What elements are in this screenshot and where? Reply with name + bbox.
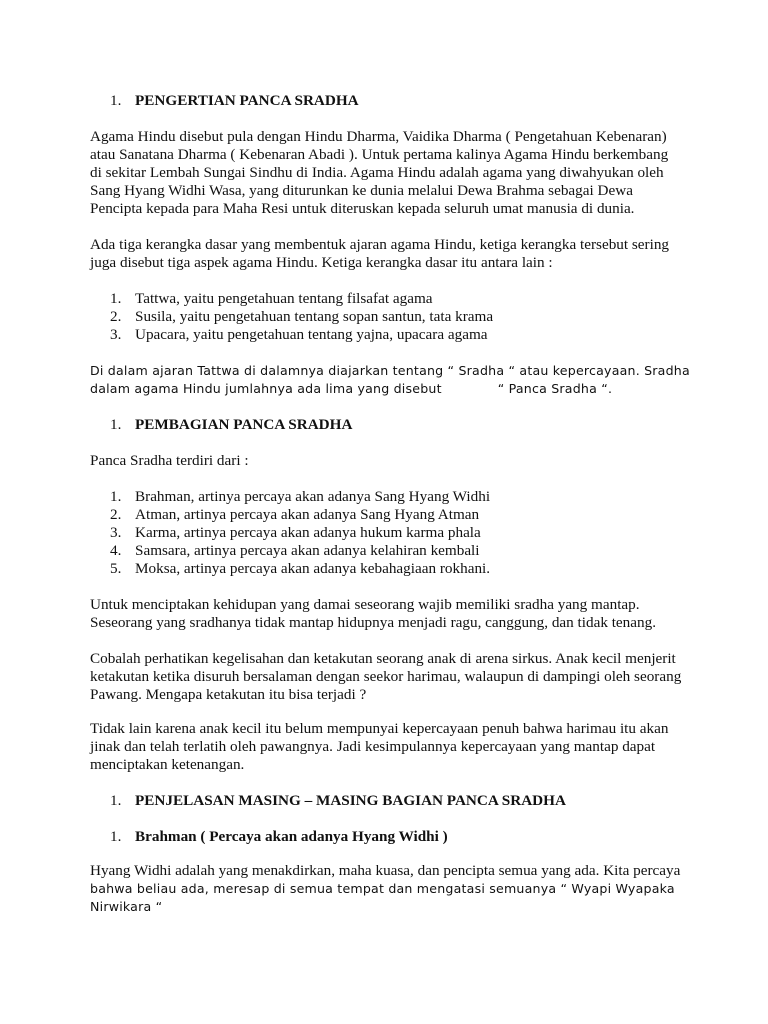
paragraph-line: Seseorang yang sradhanya tidak mantap hidupnya menjadi ragu, canggung, dan tidak tenang. (90, 614, 656, 631)
paragraph-fragment: “ Panca Sradha “. (497, 381, 613, 396)
list-item (110, 290, 493, 308)
paragraph-line: bahwa beliau ada, meresap di semua tempat dan mengatasi semuanya “ Wyapi Wyapaka (90, 881, 675, 896)
paragraph-line: atau Sanatana Dharma ( Kebenaran Abadi ). Untuk pertama kalinya Agama Hindu berkembang (90, 146, 669, 163)
list-number: 1. (110, 290, 122, 307)
list-item (110, 326, 493, 344)
paragraph-cobalah (90, 650, 690, 704)
paragraph-line: Untuk menciptakan kehidupan yang damai seseorang wajib memiliki sradha yang mantap. (90, 596, 640, 613)
paragraph-line: Sang Hyang Widhi Wasa, yang diturunkan ke dunia melalui Dewa Brahma sebagai Dewa (90, 182, 633, 199)
paragraph-line: juga disebut tiga aspek agama Hindu. Ketiga kerangka dasar itu antara lain : (90, 254, 553, 271)
list-item (110, 488, 490, 506)
paragraph-line: Cobalah perhatikan kegelisahan dan ketakutan seorang anak di arena sirkus. Anak kecil menjerit (90, 650, 676, 667)
list-tiga-kerangka (110, 290, 493, 344)
heading-title: PENJELASAN MASING – MASING BAGIAN PANCA SRADHA (135, 792, 566, 809)
list-number: 4. (110, 542, 122, 559)
paragraph-untuk-menciptakan (90, 596, 690, 632)
paragraph-line: Ada tiga kerangka dasar yang membentuk ajaran agama Hindu, ketiga kerangka tersebut sering (90, 236, 670, 253)
list-number: 2. (110, 308, 122, 325)
section-heading-penjelasan (110, 792, 566, 810)
list-number: 3. (110, 524, 122, 541)
list-text: Atman, artinya percaya akan adanya Sang Hyang Atman (135, 506, 480, 523)
list-panca-sradha (110, 488, 490, 578)
heading-title: Brahman ( Percaya akan adanya Hyang Widhi ) (135, 828, 448, 845)
heading-number: 1. (110, 792, 122, 809)
paragraph-agama-hindu (90, 128, 690, 218)
list-text: Susila, yaitu pengetahuan tentang sopan santun, tata krama (135, 308, 494, 325)
list-text: Samsara, artinya percaya akan adanya kelahiran kembali (135, 542, 480, 559)
paragraph-line: Tidak lain karena anak kecil itu belum mempunyai kepercayaan penuh bahwa harimau itu akan (90, 720, 669, 737)
subheading-brahman (110, 828, 448, 846)
paragraph-line: Di dalam ajaran Tattwa di dalamnya diajarkan tentang “ Sradha “ atau kepercayaan. Sradha (90, 363, 690, 378)
paragraph-line: menciptakan ketenangan. (90, 756, 245, 773)
paragraph-line: Panca Sradha terdiri dari : (90, 452, 249, 469)
heading-number: 1. (110, 92, 122, 109)
list-text: Karma, artinya percaya akan adanya hukum karma phala (135, 524, 481, 541)
paragraph-tidak-lain (90, 720, 690, 774)
paragraph-line: ketakutan ketika disuruh bersalaman dengan seekor harimau, walaupun di dampingi oleh seorang (90, 668, 682, 685)
paragraph-tiga-kerangka (90, 236, 690, 272)
paragraph-line: Pencipta kepada para Maha Resi untuk diteruskan kepada seluruh umat manusia di dunia. (90, 200, 635, 217)
list-number: 1. (110, 488, 122, 505)
section-heading-pengertian (110, 92, 359, 110)
section-heading-pembagian (110, 416, 352, 434)
list-text: Moksa, artinya percaya akan adanya kebahagiaan rokhani. (135, 560, 491, 577)
heading-title: PENGERTIAN PANCA SRADHA (135, 92, 359, 109)
list-item (110, 524, 490, 542)
heading-title: PEMBAGIAN PANCA SRADHA (135, 416, 353, 433)
paragraph-line: Nirwikara “ (90, 899, 163, 914)
paragraph-line: Pawang. Mengapa ketakutan itu bisa terjadi ? (90, 686, 367, 703)
list-text: Upacara, yaitu pengetahuan tentang yajna, upacara agama (135, 326, 488, 343)
paragraph-line: jinak dan telah terlatih oleh pawangnya. Jadi kesimpulannya kepercayaan yang mantap dapat (90, 738, 656, 755)
list-text: Brahman, artinya percaya akan adanya Sang Hyang Widhi (135, 488, 491, 505)
list-number: 2. (110, 506, 122, 523)
list-item (110, 560, 490, 578)
paragraph-hyang-widhi (90, 862, 690, 916)
paragraph-line: di sekitar Lembah Sungai Sindhu di India. Agama Hindu adalah agama yang diwahyukan oleh (90, 164, 664, 181)
list-item (110, 542, 490, 560)
list-text: Tattwa, yaitu pengetahuan tentang filsafat agama (135, 290, 433, 307)
paragraph-terdiri-dari (90, 452, 690, 470)
list-item (110, 506, 490, 524)
paragraph-fragment: dalam agama Hindu jumlahnya ada lima yang disebut (90, 381, 442, 396)
list-number: 5. (110, 560, 122, 577)
paragraph-line: Agama Hindu disebut pula dengan Hindu Dharma, Vaidika Dharma ( Pengetahuan Kebenaran) (90, 128, 667, 145)
paragraph-tattwa (90, 362, 690, 398)
heading-number: 1. (110, 828, 122, 845)
list-number: 3. (110, 326, 122, 343)
heading-number: 1. (110, 416, 122, 433)
list-item (110, 308, 493, 326)
paragraph-line: Hyang Widhi adalah yang menakdirkan, maha kuasa, dan pencipta semua yang ada. Kita percaya (90, 862, 681, 879)
paragraph-line (90, 380, 690, 398)
